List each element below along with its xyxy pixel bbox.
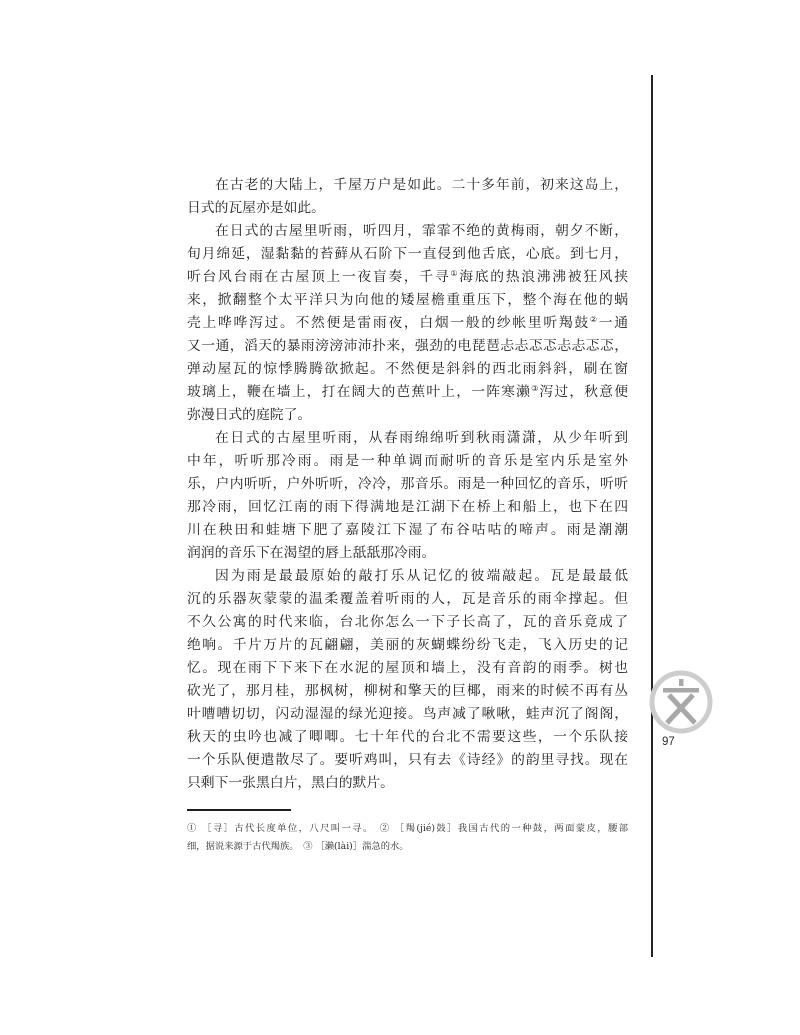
text-line: 在日式的古屋里听雨，听四月，霏霏不绝的黄梅雨，朝夕不断，: [215, 223, 628, 239]
text-line: 听台风台雨在古屋顶上一夜盲奏，千寻①海底的热浪沸沸被狂风挟: [187, 269, 628, 285]
text-line: 沉的乐器灰蒙蒙的温柔覆盖着听雨的人，瓦是音乐的雨伞撑起。但: [187, 591, 628, 607]
paragraph: [187, 427, 628, 565]
page-number: 97: [662, 736, 675, 748]
text-line: 润润的音乐下在渴望的唇上舐舐那冷雨。: [187, 545, 436, 561]
footnote-line: ① ［寻］古代长度单位，八尺叫一寻。 ② ［羯(jié)鼓］我国古代的一种鼓，两面蒙皮，腰部: [187, 823, 628, 834]
text-line: 在日式的古屋里听雨，从春雨绵绵听到秋雨潇潇，从少年听到: [215, 430, 628, 446]
footnote-rule: [187, 809, 291, 811]
text-line: 一个乐队便遣散尽了。要听鸡叫，只有去《诗经》的韵里寻找。现在: [187, 752, 628, 768]
paragraph: [187, 565, 628, 795]
text-line: 那冷雨，回忆江南的雨下得满地是江湖下在桥上和船上，也下在四: [187, 499, 628, 515]
wen-emblem-icon: [647, 668, 715, 736]
text-line: 忆。现在雨下下来下在水泥的屋顶和墙上，没有音韵的雨季。树也: [187, 660, 628, 676]
text-line: 绝响。千片万片的瓦翩翩，美丽的灰蝴蝶纷纷飞走，飞入历史的记: [187, 637, 628, 653]
text-line: 只剩下一张黑白片，黑白的默片。: [187, 775, 394, 791]
text-line: 壳上哗哗泻过。不然便是雷雨夜，白烟一般的纱帐里听羯鼓②一通: [187, 315, 628, 331]
footnote-marker: ②: [589, 315, 599, 324]
footnotes: [187, 820, 628, 856]
text-line: 在古老的大陆上，千屋万户是如此。二十多年前，初来这岛上，: [215, 177, 628, 193]
text-line: 旬月绵延，湿黏黏的苔藓从石阶下一直侵到他舌底，心底。到七月，: [187, 246, 628, 262]
text-line: 砍光了，那月桂，那枫树，柳树和擎天的巨椰，雨来的时候不再有丛: [187, 683, 628, 699]
text-line: 又一通，滔天的暴雨滂滂沛沛扑来，强劲的电琵琶忐忐忑忑忐忐忑忑，: [187, 338, 628, 354]
margin-rule: [651, 75, 653, 957]
text-line: 来，掀翻整个太平洋只为向他的矮屋檐重重压下，整个海在他的蜗: [187, 292, 628, 308]
text-line: 川在秧田和蛙塘下肥了嘉陵江下湿了布谷咕咕的啼声。雨是潮潮: [187, 522, 628, 538]
text-line: 玻璃上，鞭在墙上，打在阔大的芭蕉叶上，一阵寒濑③泻过，秋意便: [187, 384, 628, 400]
text-line: 秋天的虫吟也减了唧唧。七十年代的台北不需要这些，一个乐队接: [187, 729, 628, 745]
text-line: 因为雨是最最原始的敲打乐从记忆的彼端敲起。瓦是最最低: [215, 568, 628, 584]
text-line: 中年，听听那冷雨。雨是一种单调而耐听的音乐是室内乐是室外: [187, 453, 628, 469]
body-text: [187, 174, 628, 795]
footnote-marker: ①: [450, 269, 460, 278]
text-line: 日式的瓦屋亦是如此。: [187, 200, 325, 216]
text-line: 弹动屋瓦的惊悸腾腾欲掀起。不然便是斜斜的西北雨斜斜，刷在窗: [187, 361, 628, 377]
text-line: 不久公寓的时代来临，台北你怎么一下子长高了，瓦的音乐竟成了: [187, 614, 628, 630]
paragraph: [187, 174, 628, 220]
text-line: 乐，户内听听，户外听听，冷冷，那音乐。雨是一种回忆的音乐，听听: [187, 476, 628, 492]
text-line: 叶嘈嘈切切，闪动湿湿的绿光迎接。鸟声减了啾啾，蛙声沉了阁阁，: [187, 706, 628, 722]
footnote-line: 细，据说来源于古代羯族。 ③ ［濑(lài)］湍急的水。: [187, 841, 409, 852]
text-line: 弥漫日式的庭院了。: [187, 407, 312, 423]
footnote-marker: ③: [531, 384, 540, 393]
paragraph: [187, 220, 628, 427]
